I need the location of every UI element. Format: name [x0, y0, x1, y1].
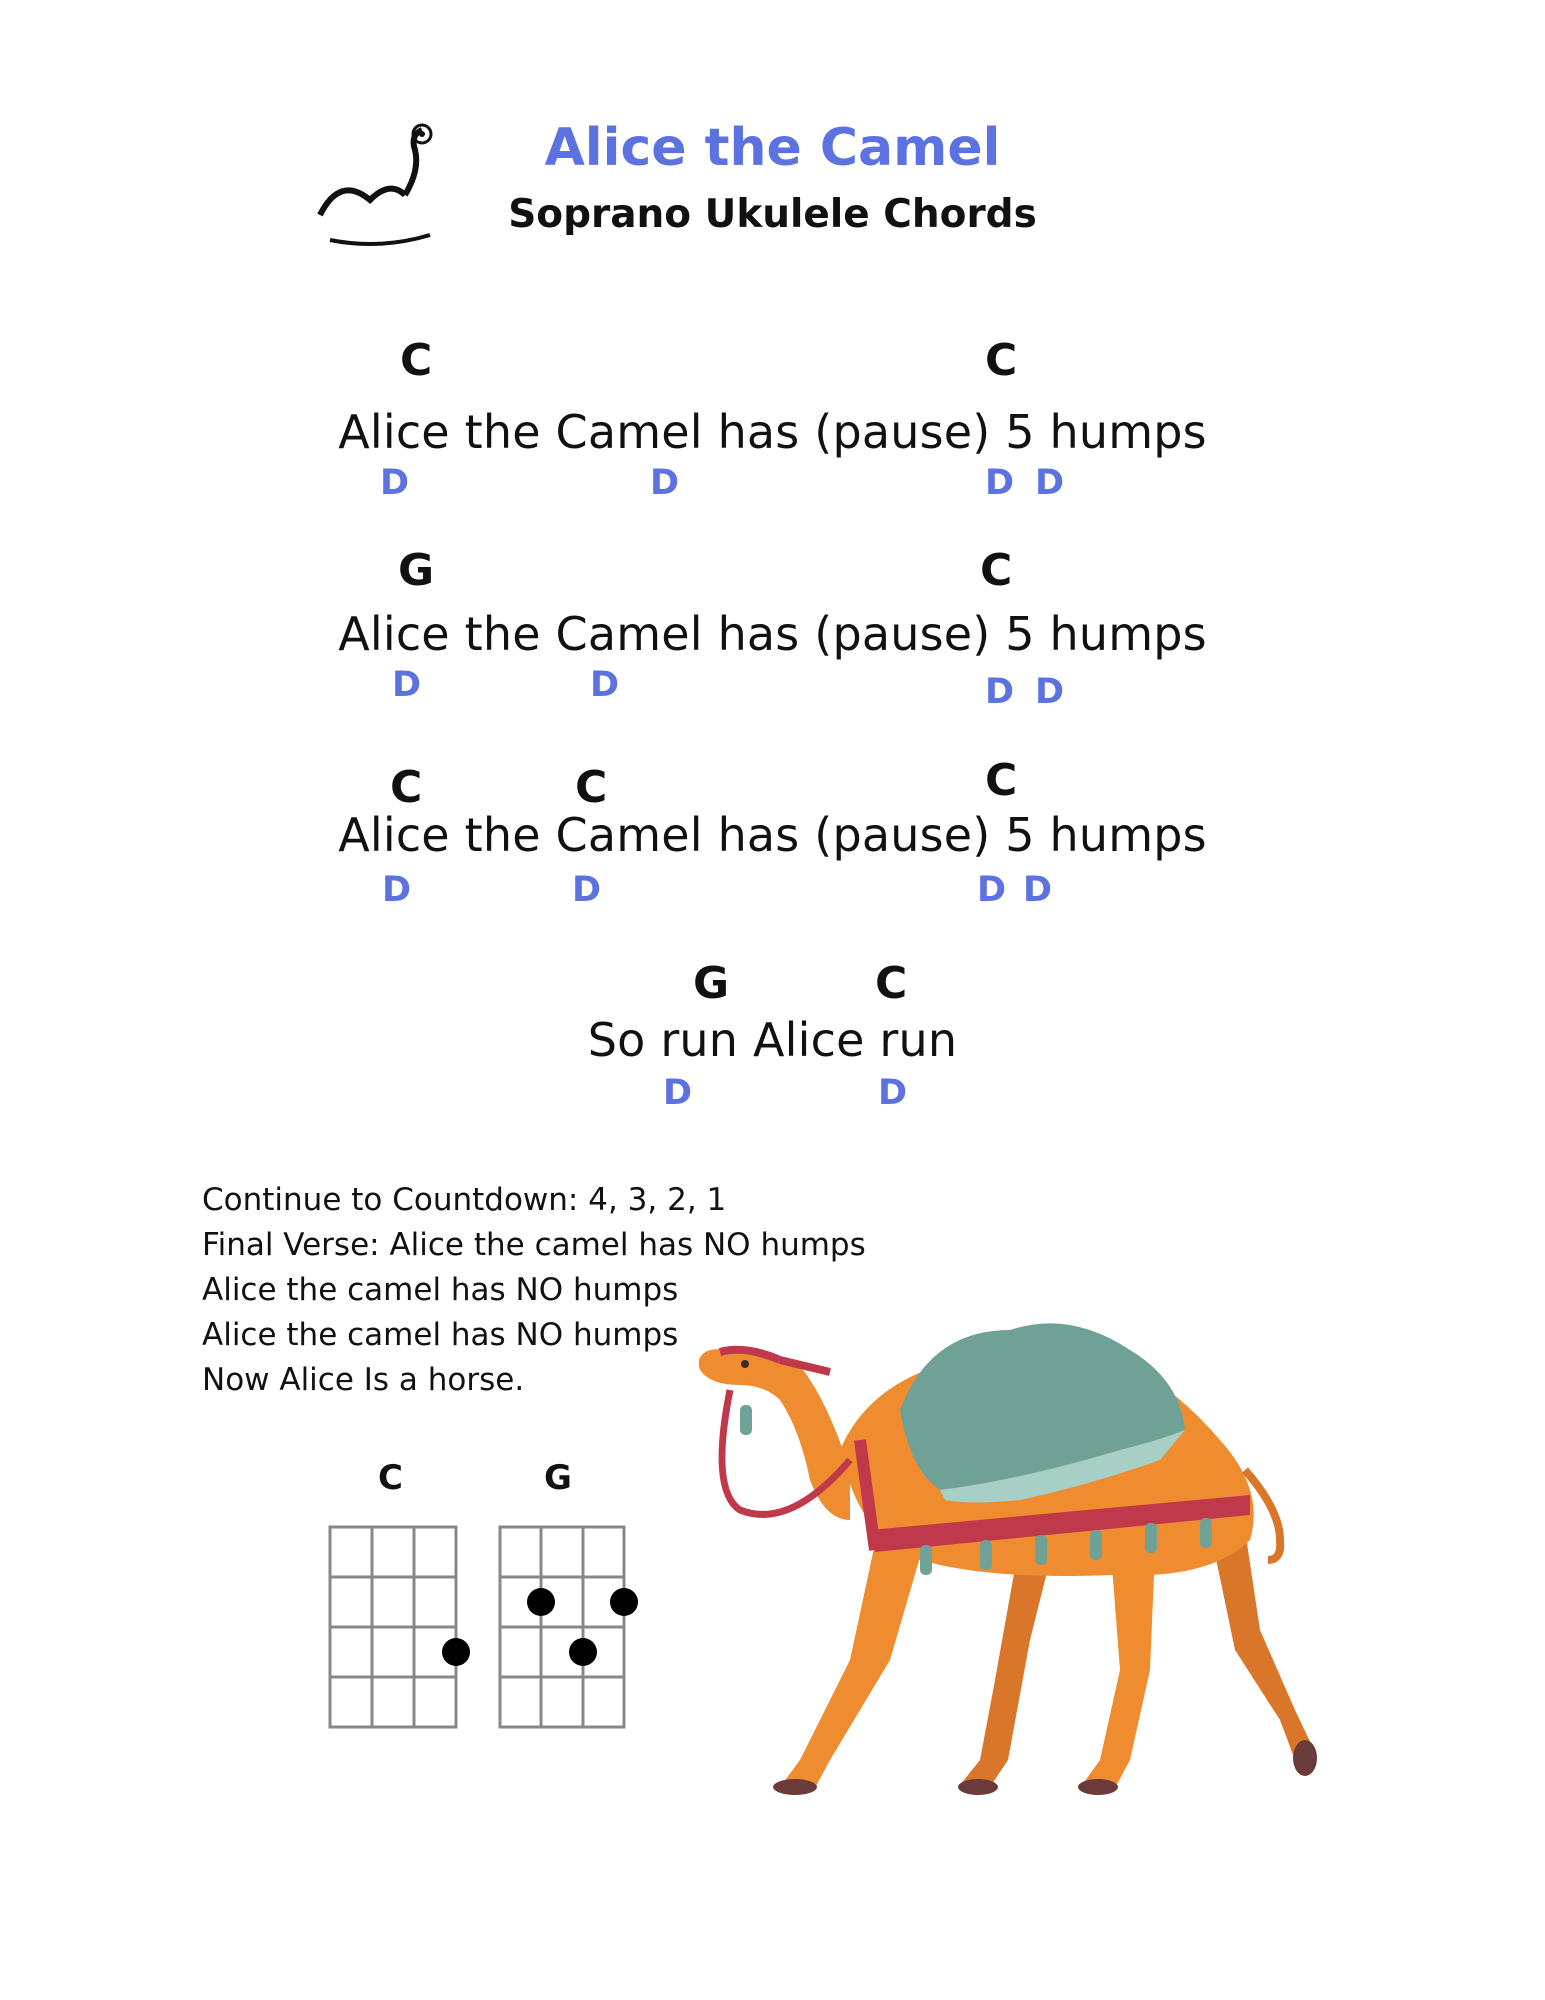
strum-down: D	[380, 463, 410, 503]
strum-down: D	[985, 672, 1015, 712]
strum-down: D	[1035, 463, 1065, 503]
page-title: Alice the Camel	[544, 118, 1001, 178]
strum-down: D	[977, 870, 1007, 910]
chord-diagram-grid	[328, 1525, 478, 1735]
strum-down: D	[663, 1073, 693, 1113]
chord-diagram-grid	[498, 1525, 648, 1735]
page-subtitle: Soprano Ukulele Chords	[508, 192, 1037, 237]
chord-diagram-label: G	[544, 1458, 572, 1498]
finger-dot	[527, 1588, 555, 1616]
chord-label: C	[985, 755, 1018, 806]
finger-dot	[610, 1588, 638, 1616]
note-line: Continue to Countdown: 4, 3, 2, 1	[202, 1182, 727, 1218]
chord-label: C	[875, 958, 908, 1009]
strum-down: D	[590, 665, 620, 705]
strum-down: D	[650, 463, 680, 503]
strum-down: D	[1023, 870, 1053, 910]
strum-down: D	[572, 870, 602, 910]
chord-label: C	[985, 335, 1018, 386]
chord-diagram-label: C	[378, 1458, 403, 1498]
note-line: Alice the camel has NO humps	[202, 1317, 679, 1353]
lyric-line: So run Alice run	[587, 1013, 958, 1067]
strum-down: D	[392, 665, 422, 705]
strum-down: D	[382, 870, 412, 910]
chord-label: C	[400, 335, 433, 386]
lyric-line: Alice the Camel has (pause) 5 humps	[338, 607, 1207, 661]
camel-illustration	[690, 1290, 1320, 1810]
lyric-line: Alice the Camel has (pause) 5 humps	[338, 808, 1207, 862]
chord-label: C	[980, 545, 1013, 596]
strum-down: D	[878, 1073, 908, 1113]
lyric-line: Alice the Camel has (pause) 5 humps	[338, 405, 1207, 459]
chord-label: G	[398, 545, 435, 596]
strum-down: D	[1035, 672, 1065, 712]
finger-dot	[569, 1638, 597, 1666]
finger-dot	[442, 1638, 470, 1666]
note-line: Now Alice Is a horse.	[202, 1362, 525, 1398]
chord-label: C	[390, 762, 423, 813]
strum-down: D	[985, 463, 1015, 503]
chord-label: C	[575, 762, 608, 813]
note-line: Alice the camel has NO humps	[202, 1272, 679, 1308]
chord-label: G	[693, 958, 730, 1009]
note-line: Final Verse: Alice the camel has NO humps	[202, 1227, 866, 1263]
